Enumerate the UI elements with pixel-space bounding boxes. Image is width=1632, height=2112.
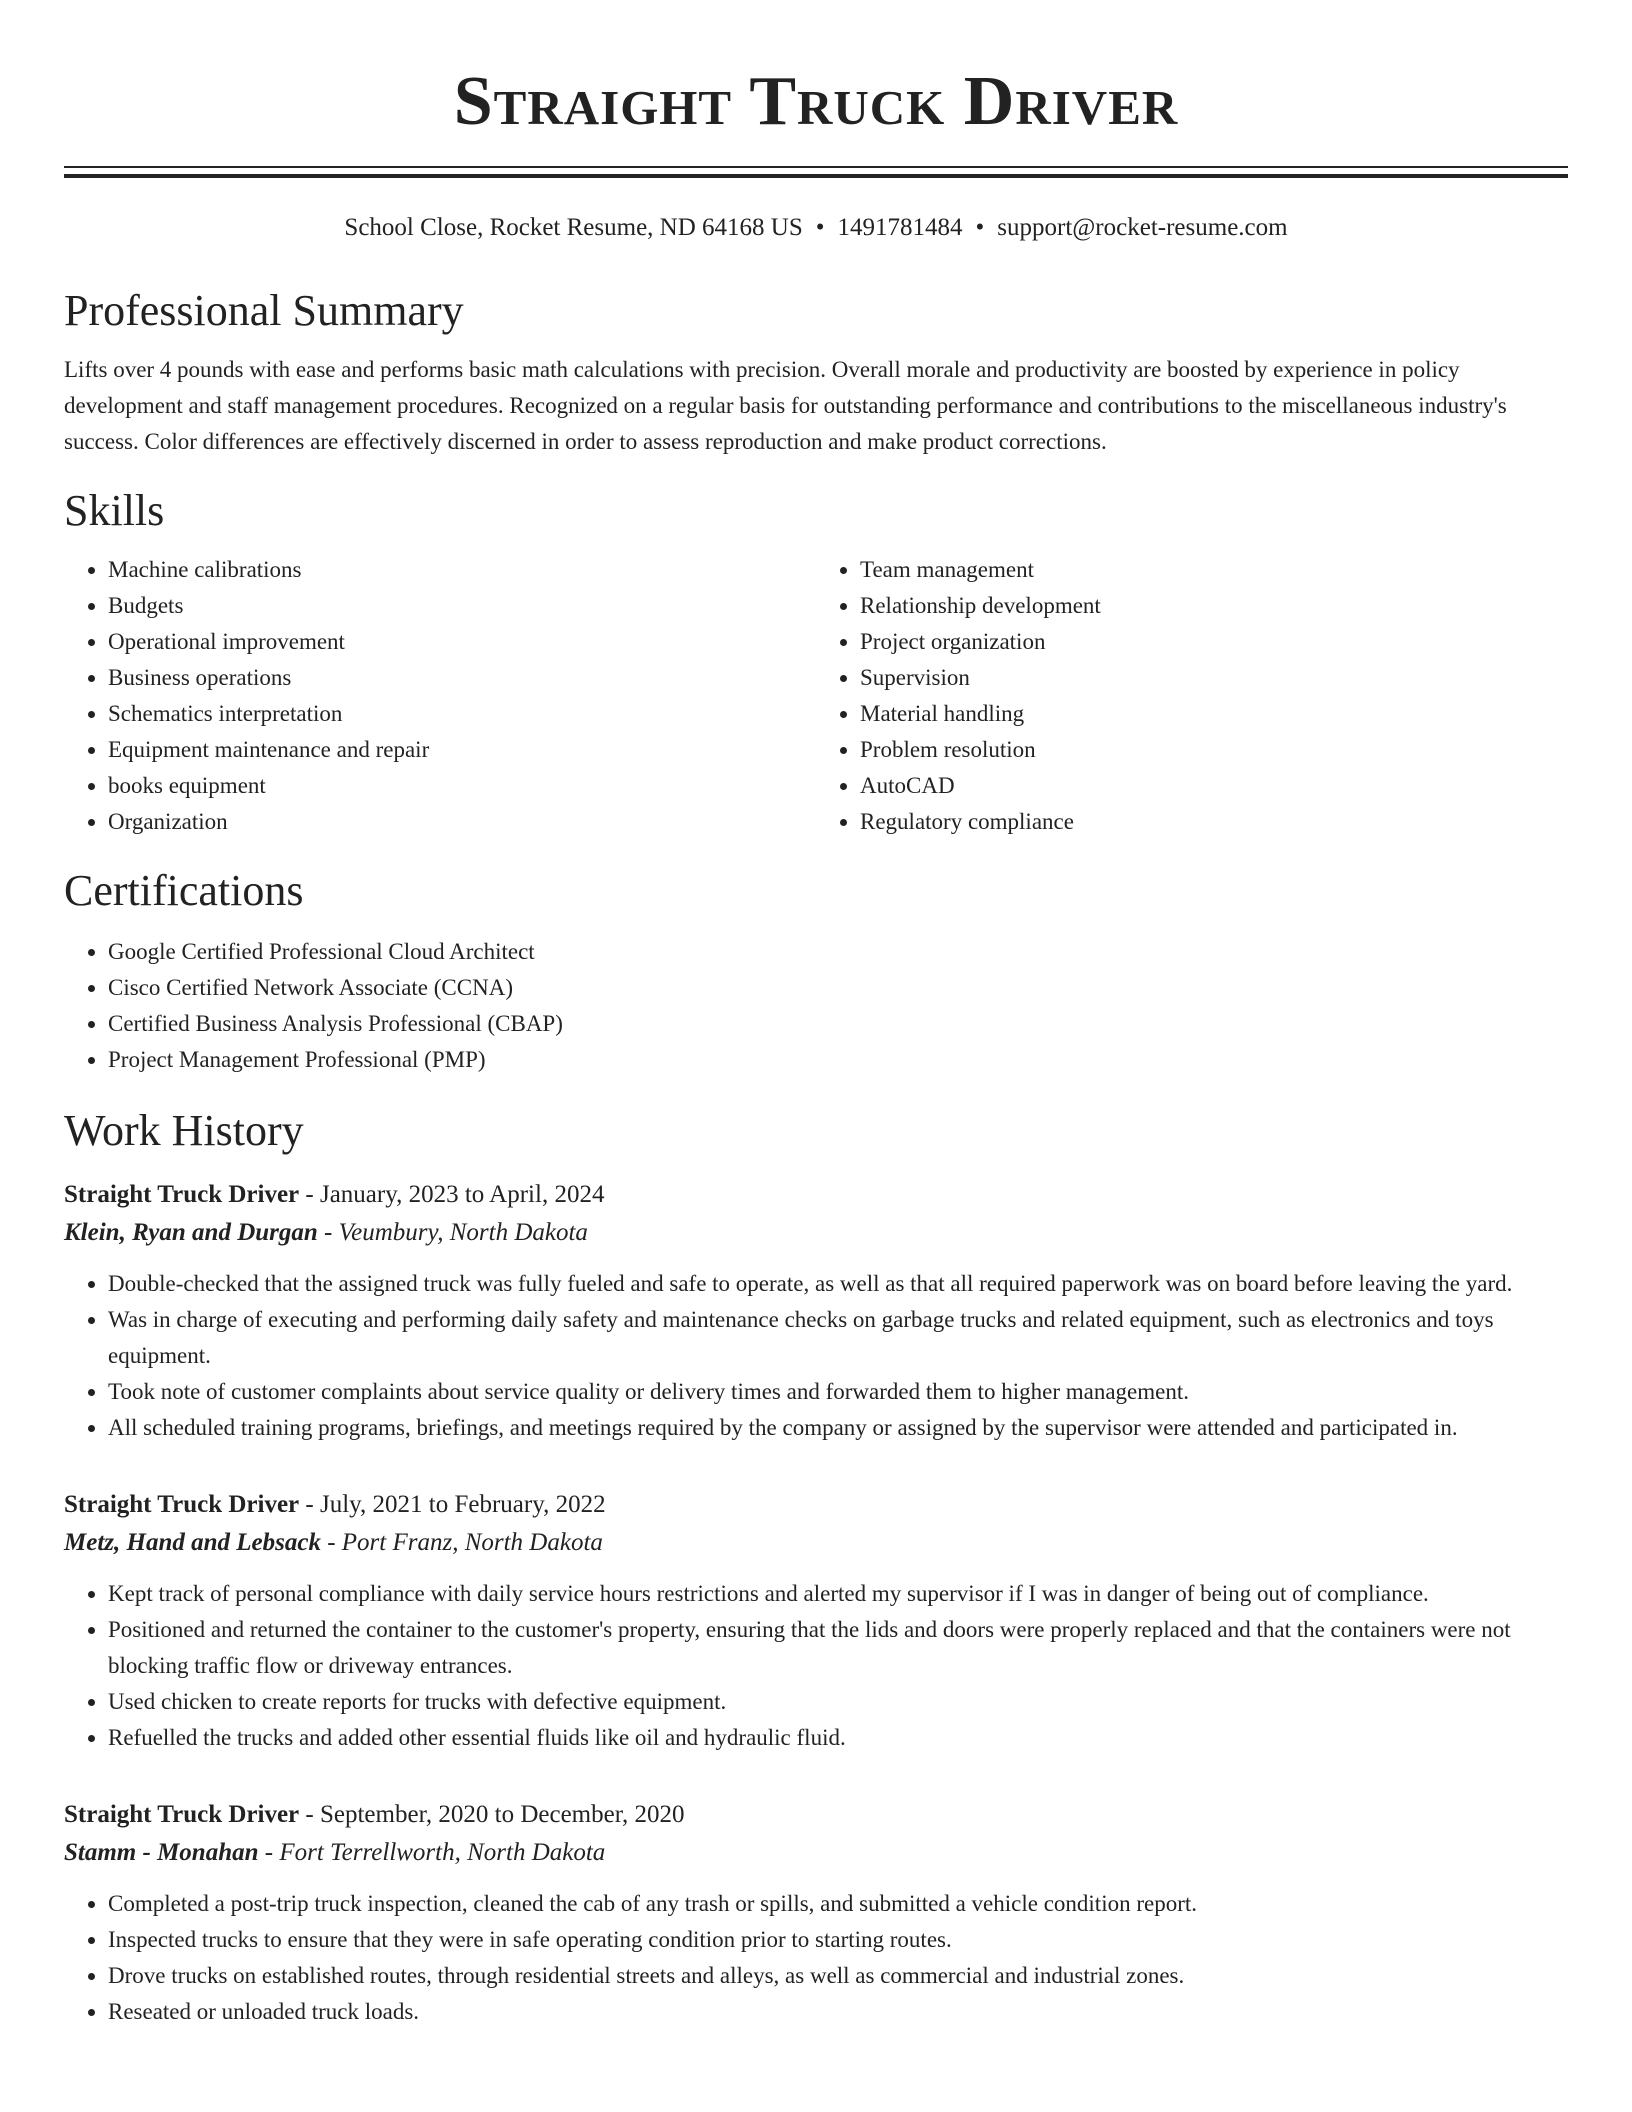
- job-title-line: [64, 1796, 1568, 1834]
- header-rule-bottom: [64, 174, 1568, 178]
- job-location: - Veumbury, North Dakota: [317, 1219, 588, 1246]
- job-company: Klein, Ryan and Durgan: [64, 1219, 318, 1246]
- summary-heading: Professional Summary: [64, 286, 464, 335]
- resume-page: [64, 0, 1568, 2030]
- job-company-line: [64, 1834, 1568, 1872]
- summary-text: Lifts over 4 pounds with ease and performs basic math calculations with precision. Overall morale and productivity are boosted by experience in policy development and staff management procedures. Recognized on a regular basis for outstanding performance and contributions to the miscellaneous industry's success. Color differences are effectively discerned in order to assess reproduction and make product corrections.: [64, 357, 1507, 454]
- skill-item: • Problem resolution: [860, 732, 1568, 768]
- job-bullet: • Drove trucks on established routes, through residential streets and alleys, as well as commercial and industrial zones.: [108, 1958, 1568, 1994]
- job-company-line: [64, 1214, 1568, 1252]
- certification-item: • Certified Business Analysis Professional (CBAP): [108, 1006, 1568, 1042]
- certification-item: • Google Certified Professional Cloud Architect: [108, 934, 1568, 970]
- job-bullet: • All scheduled training programs, briefings, and meetings required by the company or assigned by the supervisor were attended and participated in.: [108, 1410, 1568, 1446]
- job-entry: [64, 1796, 1568, 2030]
- job-bullet: • Inspected trucks to ensure that they were in safe operating condition prior to starting routes.: [108, 1922, 1568, 1958]
- job-bullet: • Completed a post-trip truck inspection, cleaned the cab of any trash or spills, and submitted a vehicle condition report.: [108, 1886, 1568, 1922]
- job-company: Stamm - Monahan: [64, 1839, 259, 1866]
- job-bullet: • Double-checked that the assigned truck was fully fueled and safe to operate, as well as that all required paperwork was on board before leaving the yard.: [108, 1266, 1568, 1302]
- job-bullet: • Positioned and returned the container to the customer's property, ensuring that the lids and doors were properly replaced and that the containers were not blocking traffic flow or driveway entrances.: [108, 1612, 1568, 1684]
- job-title: Straight Truck Driver: [64, 1801, 300, 1828]
- header-rule-top: [64, 166, 1568, 168]
- skills-section: [64, 484, 1568, 840]
- contact-phone: 1491781484: [837, 214, 963, 241]
- job-bullet: • Refuelled the trucks and added other essential fluids like oil and hydraulic fluid.: [108, 1720, 1568, 1756]
- certification-item: • Cisco Certified Network Associate (CCNA): [108, 970, 1568, 1006]
- job-title-line: [64, 1486, 1568, 1524]
- skill-item: • Operational improvement: [108, 624, 816, 660]
- skill-item: • Regulatory compliance: [860, 804, 1568, 840]
- work-history-heading: Work History: [64, 1106, 304, 1155]
- job-location: - Port Franz, North Dakota: [320, 1529, 603, 1556]
- job-title: Straight Truck Driver: [64, 1181, 300, 1208]
- job-dates: - January, 2023 to April, 2024: [299, 1181, 605, 1208]
- job-bullet: • Kept track of personal compliance with daily service hours restrictions and alerted my supervisor if I was in danger of being out of compliance.: [108, 1576, 1568, 1612]
- job-bullet: • Used chicken to create reports for trucks with defective equipment.: [108, 1684, 1568, 1720]
- skill-item: • Organization: [108, 804, 816, 840]
- skill-item: • AutoCAD: [860, 768, 1568, 804]
- job-entry: [64, 1176, 1568, 1446]
- contact-separator: •: [975, 214, 985, 241]
- job-company: Metz, Hand and Lebsack: [64, 1529, 321, 1556]
- contact-separator: •: [815, 214, 825, 241]
- skills-heading: Skills: [64, 486, 165, 535]
- certification-item: • Project Management Professional (PMP): [108, 1042, 1568, 1078]
- job-company-line: [64, 1524, 1568, 1562]
- contact-email: support@rocket-resume.com: [997, 214, 1288, 241]
- skill-item: • Machine calibrations: [108, 552, 816, 588]
- job-entry: [64, 1486, 1568, 1756]
- job-bullets: [64, 1886, 1568, 2030]
- job-title: Straight Truck Driver: [64, 1491, 300, 1518]
- summary-section: [64, 284, 1568, 460]
- skill-item: • Equipment maintenance and repair: [108, 732, 816, 768]
- skill-item: • Relationship development: [860, 588, 1568, 624]
- skill-item: • Budgets: [108, 588, 816, 624]
- skill-item: • Team management: [860, 552, 1568, 588]
- job-bullets: [64, 1266, 1568, 1446]
- skill-item: • books equipment: [108, 768, 816, 804]
- contact-line: [64, 212, 1568, 244]
- job-bullet: • Took note of customer complaints about service quality or delivery times and forwarded them to higher management.: [108, 1374, 1568, 1410]
- job-bullet: • Was in charge of executing and performing daily safety and maintenance checks on garbage trucks and related equipment, such as electronics and toys equipment.: [108, 1302, 1568, 1374]
- job-title-line: [64, 1176, 1568, 1214]
- skill-item: • Business operations: [108, 660, 816, 696]
- certifications-section: [64, 864, 1568, 1078]
- candidate-name: Straight Truck Driver: [453, 63, 1179, 140]
- skill-item: • Material handling: [860, 696, 1568, 732]
- work-history-section: [64, 1104, 1568, 2030]
- job-dates: - July, 2021 to February, 2022: [299, 1491, 606, 1518]
- skills-list-left: [64, 552, 816, 840]
- skill-item: • Schematics interpretation: [108, 696, 816, 732]
- contact-address: School Close, Rocket Resume, ND 64168 US: [344, 214, 803, 241]
- job-bullet: • Reseated or unloaded truck loads.: [108, 1994, 1568, 2030]
- skills-grid: [64, 552, 1568, 840]
- certifications-heading: Certifications: [64, 866, 304, 915]
- job-dates: - September, 2020 to December, 2020: [299, 1801, 685, 1828]
- certifications-list: [64, 934, 1568, 1078]
- job-bullets: [64, 1576, 1568, 1756]
- skill-item: • Supervision: [860, 660, 1568, 696]
- job-location: - Fort Terrellworth, North Dakota: [258, 1839, 606, 1866]
- skills-list-right: [816, 552, 1568, 840]
- skill-item: • Project organization: [860, 624, 1568, 660]
